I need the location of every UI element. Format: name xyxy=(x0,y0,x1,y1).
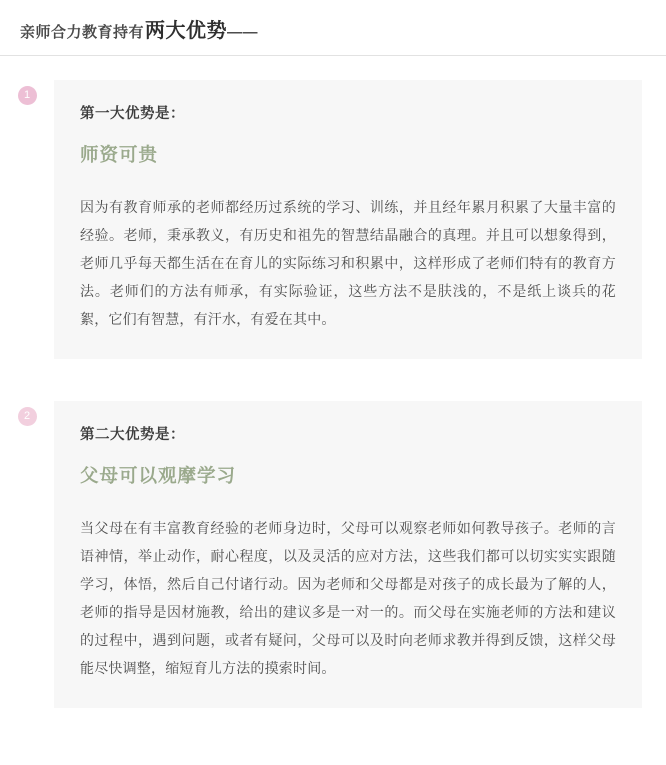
advantage-title-1: 师资可贵 xyxy=(80,144,159,165)
advantage-card-2 xyxy=(54,401,642,708)
advantage-kicker-2: 第二大优势是： xyxy=(80,427,185,443)
page-header xyxy=(0,0,666,56)
header-lead-text: 亲师合力教育持有 xyxy=(20,24,145,41)
advantage-card-1 xyxy=(54,80,642,359)
number-badge-2: 2 xyxy=(18,407,37,426)
number-badge-1: 1 xyxy=(18,86,37,105)
badge-column-1 xyxy=(0,80,54,105)
advantage-section-1 xyxy=(0,80,666,359)
header-trailing-text: —— xyxy=(227,24,259,41)
advantage-kicker-1: 第一大优势是： xyxy=(80,106,185,122)
advantage-title-2: 父母可以观摩学习 xyxy=(80,465,237,486)
advantage-section-2 xyxy=(0,401,666,708)
advantage-body-2: 当父母在有丰富教育经验的老师身边时，父母可以观察老师如何教导孩子。老师的言语神情，举止动作，耐心程度，以及灵活的应对方法，这些我们都可以切实实实跟随学习，体悟，然后自己付诸行动。因为老师和父母都是对孩子的成长最为了解的人，老师的指导是因材施教，给出的建议多是一对一的。而父母在实施老师的方法和建议的过程中，遇到问题，或者有疑问，父母可以及时向老师求教并得到反馈，这样父母能尽快调整，缩短育儿方法的摸索时间。 xyxy=(80,520,616,676)
badge-column-2 xyxy=(0,401,54,426)
advantage-body-1: 因为有教育师承的老师都经历过系统的学习、训练，并且经年累月积累了大量丰富的经验。老师，秉承教义，有历史和祖先的智慧结晶融合的真理。并且可以想象得到，老师几乎每天都生活在在育儿的实际练习和积累中，这样形成了老师们特有的教育方法。老师们的方法有师承，有实际验证，这些方法不是肤浅的，不是纸上谈兵的花絮，它们有智慧，有汗水，有爱在其中。 xyxy=(80,199,616,327)
header-strong-text: 两大优势 xyxy=(145,20,228,42)
